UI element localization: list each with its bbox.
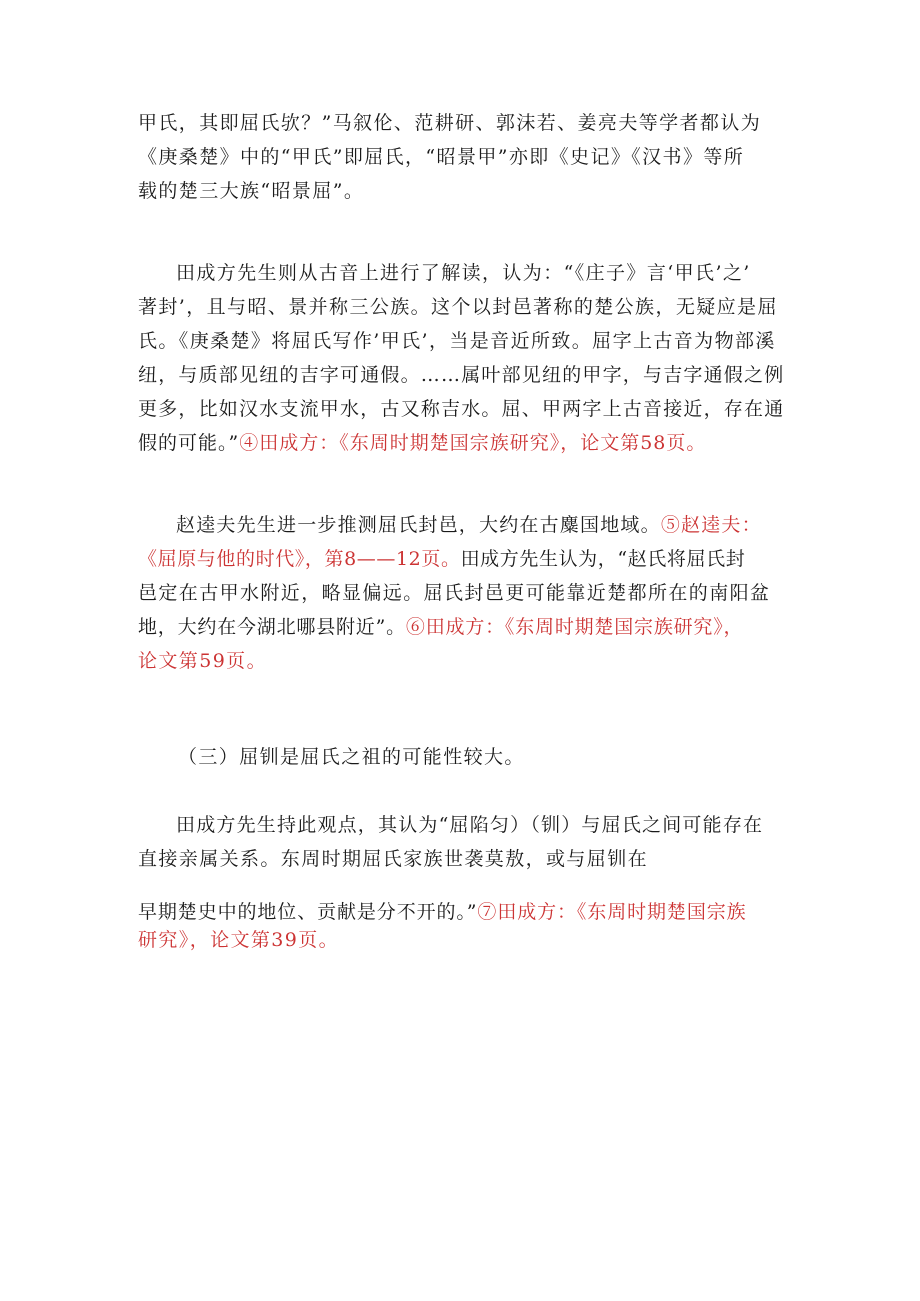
body-text: 地，大约在今湖北哪县附近”。 [138, 616, 406, 638]
text-line [138, 808, 788, 842]
text-line [138, 576, 788, 610]
text-line [138, 174, 788, 208]
text-line [138, 508, 788, 542]
footnote-ref: ⑥田成方：《东周时期楚国宗族研究》， [405, 616, 744, 638]
text-line [138, 644, 788, 678]
text-line [138, 106, 788, 140]
body-text: 甲氏，其即屈氏欤？”马叙伦、范耕研、郭沫若、姜亮夫等学者都认为 [138, 112, 762, 134]
body-text: （三）屈钏是屈氏之祖的可能性较大。 [178, 746, 525, 768]
body-text: 早期楚史中的地位、贡献是分不开的。” [138, 901, 478, 923]
body-text: 著封’，且与昭、景并称三公族。这个以封邑著称的楚公族，无疑应是屈 [138, 296, 778, 318]
paragraph-5 [138, 808, 788, 876]
paragraph-3 [138, 508, 788, 678]
text-line [138, 324, 788, 358]
body-text: 载的楚三大族“昭景屈”。 [138, 180, 365, 202]
text-line [138, 842, 788, 876]
paragraph-2 [138, 256, 788, 460]
body-text: 氏。《庚桑楚》将屈氏写作’甲氏’，当是音近所致。屈字上古音为物部溪 [138, 330, 776, 352]
body-text: 纽，与质部见纽的吉字可通假。……属叶部见纽的甲字，与吉字通假之例 [138, 364, 785, 386]
body-text: 田成方先生持此观点，其认为“屈陷匀）（钏）与屈氏之间可能存在 [176, 814, 764, 836]
paragraph-6 [138, 898, 788, 954]
body-text: 更多，比如汉水支流甲水，古又称吉水。屈、甲两字上古音接近，存在通 [138, 398, 785, 420]
text-line [138, 542, 788, 576]
text-line [138, 290, 788, 324]
paragraph-4 [138, 740, 788, 774]
footnote-ref: ④田成方：《东周时期楚国宗族研究》，论文第58页。 [239, 432, 707, 454]
paragraph-1 [138, 106, 788, 208]
footnote-ref: ⑤赵逵夫： [660, 514, 762, 536]
body-text: 邑定在古甲水附近，略显偏远。屈氏封邑更可能靠近楚都所在的南阳盆 [138, 582, 771, 604]
body-text: 《庚桑楚》中的“甲氏”即屈氏，“昭景甲”亦即《史记》《汉书》等所 [138, 146, 745, 168]
text-line [138, 898, 788, 926]
body-text: 田成方先生则从古音上进行了解读，认为：“《庄子》言‘甲氏’之’ [176, 262, 751, 284]
text-line [138, 392, 788, 426]
section-heading [138, 740, 788, 774]
text-line [138, 426, 788, 460]
footnote-ref: 研究》，论文第39页。 [138, 929, 340, 951]
footnote-ref: 《屈原与他的时代》，第8——12页。 [138, 548, 461, 570]
body-text: 假的可能。” [138, 432, 240, 454]
body-text: 田成方先生认为，“赵氏将屈氏封 [460, 548, 746, 570]
footnote-ref: 论文第59页。 [138, 650, 267, 672]
text-line [138, 358, 788, 392]
body-text: 赵逵夫先生进一步推测屈氏封邑，大约在古麋国地域。 [176, 514, 661, 536]
text-line [138, 926, 788, 954]
footnote-ref: ⑦田成方：《东周时期楚国宗族 [477, 901, 747, 923]
body-text: 直接亲属关系。东周时期屈氏家族世袭莫敖，或与屈钏在 [138, 848, 649, 870]
text-line [138, 140, 788, 174]
text-line [138, 610, 788, 644]
text-line [138, 256, 788, 290]
